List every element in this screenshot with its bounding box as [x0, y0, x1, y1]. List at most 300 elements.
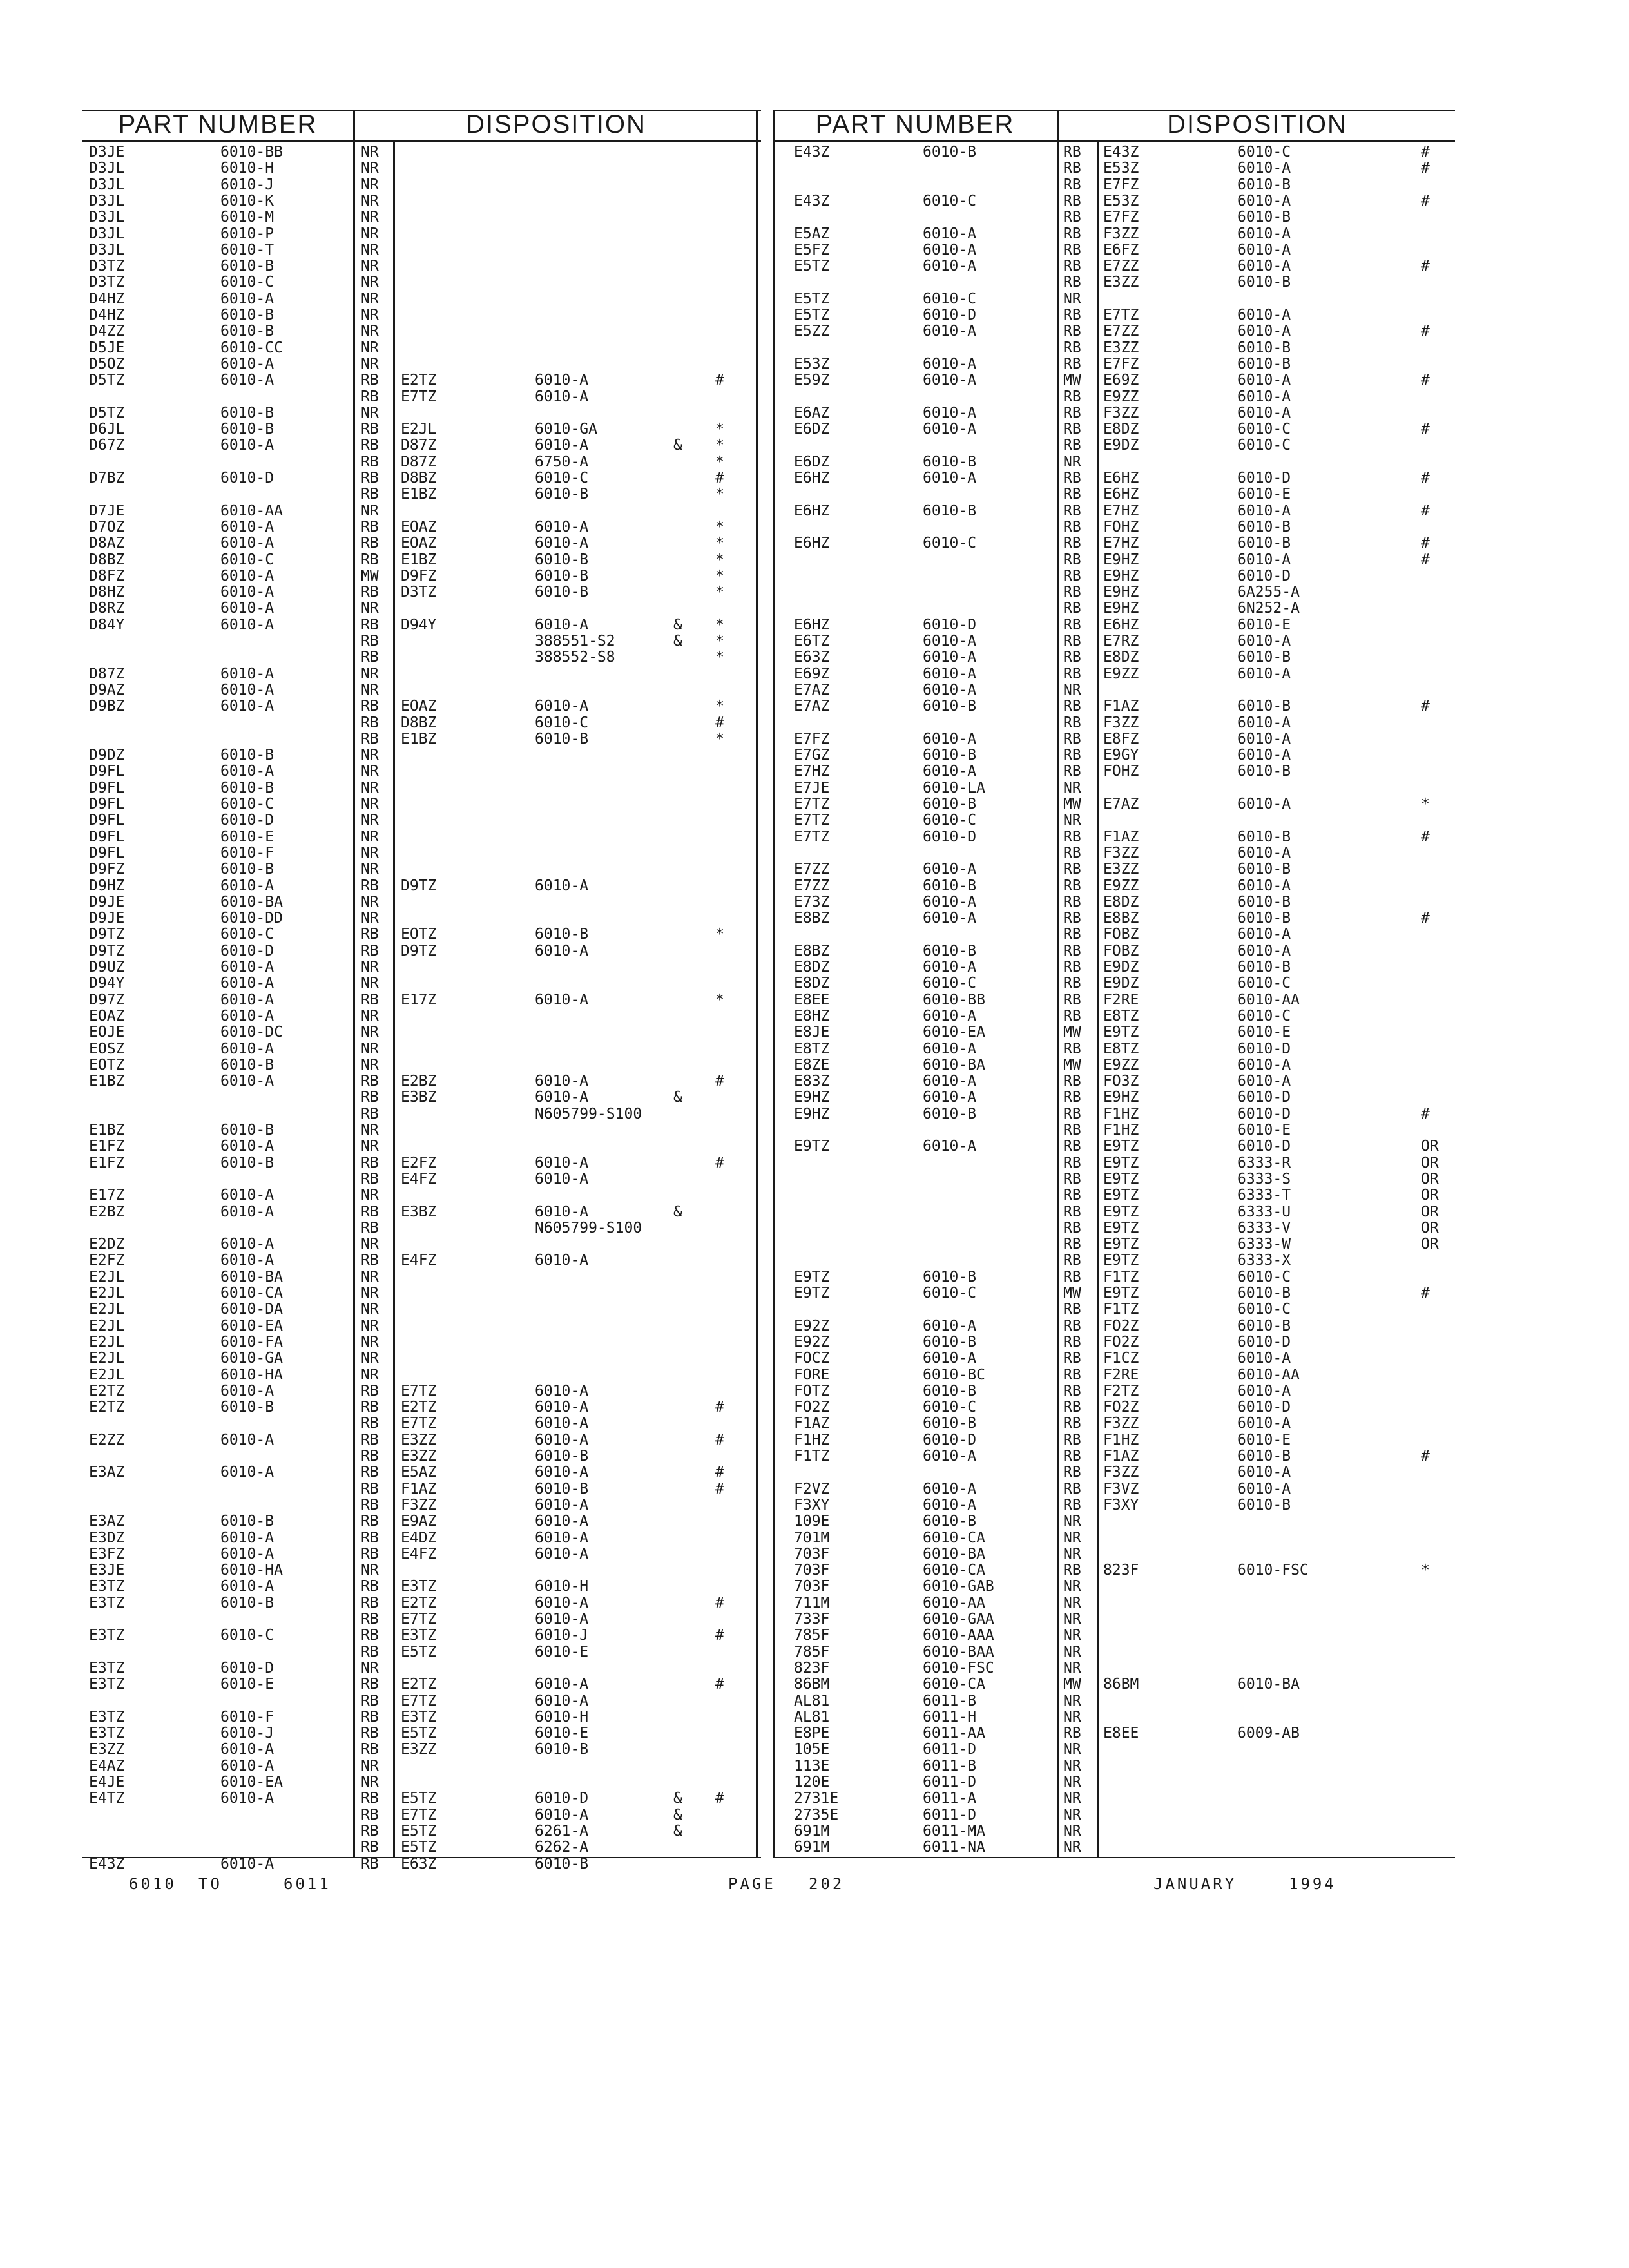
- left-and-flag: &: [673, 616, 682, 633]
- right-replacement-number: 6010-A: [1237, 307, 1291, 323]
- right-replacement-prefix: F3ZZ: [1103, 1415, 1139, 1432]
- right-disposition-code: RB: [1063, 1415, 1081, 1432]
- right-replacement-prefix: E9ZZ: [1103, 1056, 1139, 1073]
- left-part-prefix: E3AZ: [89, 1464, 125, 1481]
- right-disposition-code: RB: [1063, 600, 1081, 617]
- left-replacement-prefix: E3BZ: [401, 1203, 437, 1220]
- right-replacement-prefix: E9DZ: [1103, 959, 1139, 975]
- right-part-number: 6010-BA: [923, 1056, 985, 1073]
- left-part-number: 6010-A: [220, 975, 275, 992]
- right-part-prefix: E7HZ: [794, 763, 830, 780]
- right-replacement-prefix: E3ZZ: [1103, 274, 1139, 291]
- left-note-symbol: #: [715, 1399, 724, 1416]
- left-part-number: 6010-D: [220, 942, 275, 959]
- right-replacement-prefix: E9DZ: [1103, 975, 1139, 992]
- right-replacement-prefix: E9ZZ: [1103, 877, 1139, 894]
- left-part-number: 6010-A: [220, 1431, 275, 1448]
- right-disposition-code: RB: [1063, 1725, 1081, 1742]
- right-part-number: 6010-A: [923, 1317, 977, 1334]
- right-replacement-prefix: FOHZ: [1103, 518, 1139, 535]
- left-part-prefix: D6JL: [89, 421, 125, 438]
- left-part-prefix: E3TZ: [89, 1676, 125, 1693]
- right-part-prefix: E9TZ: [794, 1268, 830, 1285]
- right-replacement-prefix: E9TZ: [1103, 1138, 1139, 1155]
- left-note-symbol: *: [715, 437, 724, 454]
- left-part-prefix: D4ZZ: [89, 323, 125, 340]
- left-disposition-code: NR: [361, 1040, 379, 1057]
- right-part-number: 6010-B: [923, 1382, 977, 1399]
- left-replacement-number: 6010-GA: [535, 421, 597, 438]
- right-disposition-code: RB: [1063, 144, 1081, 160]
- right-replacement-prefix: E7HZ: [1103, 502, 1139, 519]
- right-part-number: 6010-A: [923, 225, 977, 242]
- left-disposition-code: RB: [361, 518, 379, 535]
- right-part-prefix: 86BM: [794, 1676, 830, 1693]
- left-part-prefix: E1BZ: [89, 1073, 125, 1090]
- right-disposition-code: RB: [1063, 1252, 1081, 1269]
- right-disposition-code: RB: [1063, 307, 1081, 323]
- left-replacement-number: 6010-H: [535, 1708, 589, 1725]
- left-disposition-code: NR: [361, 1659, 379, 1677]
- right-disposition-code: NR: [1063, 1757, 1081, 1774]
- left-disposition-code: NR: [361, 176, 379, 193]
- right-replacement-number: 6010-A: [1237, 1415, 1291, 1432]
- right-part-number: 6010-A: [923, 372, 977, 389]
- left-disposition-code: RB: [361, 1676, 379, 1693]
- right-disposition-code: RB: [1063, 1399, 1081, 1416]
- right-replacement-number: 6333-T: [1237, 1187, 1291, 1204]
- left-part-number: 6010-A: [220, 1757, 275, 1774]
- left-part-prefix: E2JL: [89, 1366, 125, 1383]
- left-replacement-prefix: D8BZ: [401, 470, 437, 486]
- right-part-prefix: E7TZ: [794, 796, 830, 812]
- right-replacement-prefix: E9TZ: [1103, 1203, 1139, 1220]
- right-replacement-prefix: E7ZZ: [1103, 323, 1139, 340]
- left-replacement-number: 6010-E: [535, 1725, 589, 1742]
- left-part-prefix: D84Y: [89, 616, 125, 633]
- right-disposition-code: RB: [1063, 1073, 1081, 1090]
- left-replacement-prefix: E4FZ: [401, 1545, 437, 1562]
- right-part-prefix: E7FZ: [794, 730, 830, 747]
- left-part-prefix: D9TZ: [89, 926, 125, 943]
- left-disposition-code: NR: [361, 893, 379, 910]
- left-disposition-code: MW: [361, 567, 379, 584]
- right-note-symbol: #: [1421, 502, 1430, 519]
- right-disposition-code: RB: [1063, 1382, 1081, 1399]
- right-part-number: 6010-C: [923, 535, 977, 552]
- left-replacement-prefix: D94Y: [401, 616, 437, 633]
- right-part-prefix: E83Z: [794, 1073, 830, 1090]
- left-part-prefix: E2FZ: [89, 1252, 125, 1269]
- right-note-symbol: #: [1421, 258, 1430, 275]
- left-part-number: 6010-A: [220, 1382, 275, 1399]
- right-part-number: 6010-A: [923, 633, 977, 649]
- footer-page-label: PAGE: [728, 1875, 776, 1893]
- left-replacement-number: 6010-A: [535, 1496, 589, 1514]
- right-replacement-prefix: E9HZ: [1103, 1089, 1139, 1106]
- right-part-prefix: 711M: [794, 1594, 830, 1611]
- right-part-prefix: E8BZ: [794, 942, 830, 959]
- left-disposition-code: NR: [361, 861, 379, 878]
- right-replacement-number: 6010-C: [1237, 1007, 1291, 1024]
- left-note-symbol: #: [715, 1154, 724, 1171]
- right-part-number: 6010-BC: [923, 1366, 985, 1383]
- right-note-symbol: OR: [1421, 1154, 1439, 1171]
- right-disposition-code: RB: [1063, 1562, 1081, 1579]
- left-replacement-number: 6010-A: [535, 372, 589, 389]
- right-disposition-code: NR: [1063, 1839, 1081, 1856]
- left-disposition-code: NR: [361, 600, 379, 617]
- right-part-prefix: E5TZ: [794, 258, 830, 275]
- right-disposition-code: NR: [1063, 1692, 1081, 1709]
- right-part-number: 6010-B: [923, 502, 977, 519]
- right-replacement-prefix: FOHZ: [1103, 763, 1139, 780]
- left-part-prefix: E2JL: [89, 1301, 125, 1318]
- left-code-divider: [393, 140, 395, 1857]
- left-replacement-prefix: E7TZ: [401, 1806, 437, 1823]
- left-replacement-prefix: E5TZ: [401, 1643, 437, 1660]
- left-replacement-number: N605799-S100: [535, 1219, 642, 1236]
- left-disposition-code: RB: [361, 1252, 379, 1269]
- left-disposition-code: NR: [361, 258, 379, 275]
- right-part-number: 6010-C: [923, 975, 977, 992]
- left-disposition-code: NR: [361, 209, 379, 226]
- left-part-prefix: D9HZ: [89, 877, 125, 894]
- left-note-symbol: #: [715, 1676, 724, 1693]
- right-part-number: 6010-B: [923, 1513, 977, 1530]
- left-part-prefix: D3JL: [89, 241, 125, 258]
- right-replacement-prefix: E6HZ: [1103, 616, 1139, 633]
- left-disposition-code: RB: [361, 1594, 379, 1611]
- left-part-number: 6010-A: [220, 355, 275, 372]
- left-replacement-prefix: E9AZ: [401, 1513, 437, 1530]
- right-part-number: 6010-CA: [923, 1676, 985, 1693]
- left-replacement-prefix: D8BZ: [401, 714, 437, 731]
- right-replacement-prefix: E7TZ: [1103, 307, 1139, 323]
- right-part-number: 6010-C: [923, 1399, 977, 1416]
- left-part-number: 6010-B: [220, 779, 275, 796]
- right-part-prefix: E9TZ: [794, 1285, 830, 1302]
- left-disposition-code: NR: [361, 290, 379, 307]
- right-replacement-prefix: E8EE: [1103, 1725, 1139, 1742]
- left-disposition-code: RB: [361, 1399, 379, 1416]
- right-note-symbol: #: [1421, 323, 1430, 340]
- right-note-symbol: OR: [1421, 1187, 1439, 1204]
- left-part-prefix: D3JE: [89, 144, 125, 160]
- left-part-number: 6010-A: [220, 1855, 275, 1872]
- left-part-prefix: E2JL: [89, 1268, 125, 1285]
- right-note-symbol: OR: [1421, 1219, 1439, 1236]
- right-replacement-prefix: E7FZ: [1103, 176, 1139, 193]
- right-replacement-number: 6010-E: [1237, 1024, 1291, 1041]
- left-part-number: 6010-A: [220, 1545, 275, 1562]
- right-disposition-code: RB: [1063, 209, 1081, 226]
- right-replacement-number: 6010-A: [1237, 388, 1291, 405]
- right-part-prefix: E6AZ: [794, 404, 830, 421]
- left-part-prefix: D9BZ: [89, 698, 125, 715]
- right-disposition-code: RB: [1063, 535, 1081, 552]
- right-replacement-number: 6010-A: [1237, 796, 1291, 812]
- right-replacement-number: 6010-B: [1237, 828, 1291, 845]
- right-part-number: 6010-A: [923, 1089, 977, 1106]
- left-replacement-number: 6010-H: [535, 1578, 589, 1595]
- right-part-number: 6011-D: [923, 1774, 977, 1791]
- right-part-number: 6010-A: [923, 763, 977, 780]
- left-disposition-code: RB: [361, 991, 379, 1008]
- left-part-number: 6010-A: [220, 1007, 275, 1024]
- left-part-prefix: D8AZ: [89, 535, 125, 552]
- right-replacement-prefix: E7RZ: [1103, 633, 1139, 649]
- right-replacement-number: 6010-A: [1237, 747, 1291, 764]
- left-part-prefix: E3TZ: [89, 1659, 125, 1677]
- left-replacement-prefix: E2FZ: [401, 1154, 437, 1171]
- right-note-symbol: #: [1421, 910, 1430, 927]
- left-replacement-number: 6010-C: [535, 714, 589, 731]
- left-part-prefix: EOJE: [89, 1024, 125, 1041]
- right-part-number: 6010-A: [923, 893, 977, 910]
- right-part-number: 6010-A: [923, 1073, 977, 1090]
- left-replacement-prefix: E63Z: [401, 1855, 437, 1872]
- right-disposition-code: RB: [1063, 730, 1081, 747]
- right-part-prefix: E43Z: [794, 144, 830, 160]
- left-note-symbol: *: [715, 535, 724, 552]
- right-part-number: 6010-A: [923, 355, 977, 372]
- right-replacement-number: 6010-A: [1237, 1464, 1291, 1481]
- right-replacement-prefix: FO2Z: [1103, 1333, 1139, 1350]
- left-part-number: 6010-E: [220, 828, 275, 845]
- left-disposition-code: RB: [361, 942, 379, 959]
- right-part-prefix: F2VZ: [794, 1480, 830, 1497]
- left-part-prefix: D9JE: [89, 910, 125, 927]
- left-part-prefix: E3TZ: [89, 1725, 125, 1742]
- right-disposition-code: MW: [1063, 796, 1081, 812]
- left-note-symbol: *: [715, 551, 724, 568]
- left-replacement-prefix: E7TZ: [401, 1382, 437, 1399]
- right-disposition-code: RB: [1063, 714, 1081, 731]
- right-part-prefix: E5AZ: [794, 225, 830, 242]
- left-disposition-code: RB: [361, 877, 379, 894]
- right-part-prefix: E43Z: [794, 192, 830, 209]
- right-replacement-number: 6010-A: [1237, 404, 1291, 421]
- left-replacement-prefix: E5TZ: [401, 1790, 437, 1807]
- right-part-prefix: E59Z: [794, 372, 830, 389]
- left-part-prefix: E3ZZ: [89, 1741, 125, 1758]
- left-part-prefix: D9DZ: [89, 747, 125, 764]
- left-and-flag: &: [673, 633, 682, 649]
- right-replacement-prefix: E6HZ: [1103, 470, 1139, 486]
- right-replacement-prefix: FOBZ: [1103, 942, 1139, 959]
- right-replacement-prefix: E7FZ: [1103, 355, 1139, 372]
- right-header-bottom-rule: [773, 140, 1455, 142]
- right-disposition-code: RB: [1063, 1366, 1081, 1383]
- left-part-prefix: EOSZ: [89, 1040, 125, 1057]
- right-replacement-number: 6010-B: [1237, 355, 1291, 372]
- right-part-number: 6010-B: [923, 796, 977, 812]
- right-part-prefix: E6HZ: [794, 502, 830, 519]
- left-part-number: 6010-C: [220, 551, 275, 568]
- right-replacement-number: 6010-A: [1237, 192, 1291, 209]
- right-replacement-number: 6010-A: [1237, 323, 1291, 340]
- right-replacement-prefix: E9TZ: [1103, 1154, 1139, 1171]
- left-disposition-code: NR: [361, 828, 379, 845]
- right-note-symbol: #: [1421, 828, 1430, 845]
- left-disposition-code: NR: [361, 665, 379, 682]
- footer-month: JANUARY: [1153, 1875, 1237, 1893]
- right-replacement-prefix: E9TZ: [1103, 1252, 1139, 1269]
- left-replacement-prefix: E7TZ: [401, 1692, 437, 1709]
- left-part-prefix: E4TZ: [89, 1790, 125, 1807]
- left-replacement-number: 6010-B: [535, 1741, 589, 1758]
- right-replacement-number: 6010-A: [1237, 551, 1291, 568]
- right-replacement-number: 6010-A: [1237, 258, 1291, 275]
- left-replacement-prefix: F3ZZ: [401, 1496, 437, 1514]
- left-replacement-prefix: E5TZ: [401, 1822, 437, 1840]
- left-disposition-code: RB: [361, 926, 379, 943]
- right-replacement-prefix: E9TZ: [1103, 1285, 1139, 1302]
- left-note-symbol: *: [715, 421, 724, 438]
- left-part-prefix: E3TZ: [89, 1627, 125, 1644]
- left-replacement-prefix: E5AZ: [401, 1464, 437, 1481]
- left-and-flag: &: [673, 1790, 682, 1807]
- right-replacement-number: 6010-A: [1237, 160, 1291, 177]
- right-replacement-number: 6010-B: [1237, 1448, 1291, 1465]
- left-part-number: 6010-P: [220, 225, 275, 242]
- left-part-number: 6010-A: [220, 1073, 275, 1090]
- left-part-prefix: E1BZ: [89, 1122, 125, 1139]
- left-replacement-number: 6010-B: [535, 926, 589, 943]
- footer-range-to: 6011: [284, 1875, 331, 1893]
- right-replacement-number: 6010-A: [1237, 714, 1291, 731]
- left-disposition-code: RB: [361, 1382, 379, 1399]
- left-replacement-number: 6010-B: [535, 486, 589, 503]
- right-replacement-number: 6010-A: [1237, 225, 1291, 242]
- right-note-symbol: OR: [1421, 1138, 1439, 1155]
- right-part-prefix: E92Z: [794, 1317, 830, 1334]
- left-part-number: 6010-A: [220, 698, 275, 715]
- right-replacement-prefix: E8DZ: [1103, 649, 1139, 666]
- right-replacement-prefix: E8DZ: [1103, 893, 1139, 910]
- right-part-number: 6010-A: [923, 470, 977, 486]
- right-disposition-code: NR: [1063, 1659, 1081, 1677]
- left-replacement-number: 6010-A: [535, 1252, 589, 1269]
- right-part-number: 6010-GAB: [923, 1578, 994, 1595]
- right-part-prefix: E5FZ: [794, 241, 830, 258]
- left-part-number: 6010-A: [220, 681, 275, 698]
- right-part-number: 6010-A: [923, 681, 977, 698]
- left-part-prefix: E2ZZ: [89, 1431, 125, 1448]
- right-part-prefix: 703F: [794, 1578, 830, 1595]
- left-replacement-prefix: E3ZZ: [401, 1448, 437, 1465]
- left-disposition-code: NR: [361, 681, 379, 698]
- right-disposition-code: NR: [1063, 1594, 1081, 1611]
- left-part-prefix: E2BZ: [89, 1203, 125, 1220]
- right-part-number: 6010-CA: [923, 1562, 985, 1579]
- left-part-number: 6010-A: [220, 616, 275, 633]
- left-part-prefix: D5OZ: [89, 355, 125, 372]
- left-disposition-code: NR: [361, 910, 379, 927]
- right-disposition-code: RB: [1063, 633, 1081, 649]
- right-replacement-prefix: E8DZ: [1103, 421, 1139, 438]
- right-replacement-prefix: 86BM: [1103, 1676, 1139, 1693]
- left-replacement-prefix: D9FZ: [401, 567, 437, 584]
- right-part-prefix: 703F: [794, 1545, 830, 1562]
- right-disposition-code: RB: [1063, 893, 1081, 910]
- left-part-number: 6010-A: [220, 665, 275, 682]
- right-note-symbol: #: [1421, 192, 1430, 209]
- left-note-symbol: #: [715, 470, 724, 486]
- left-part-prefix: E2DZ: [89, 1236, 125, 1253]
- right-disposition-header: DISPOSITION: [1167, 110, 1347, 139]
- left-note-symbol: *: [715, 926, 724, 943]
- left-part-prefix: D8HZ: [89, 584, 125, 601]
- left-part-number: 6010-B: [220, 1056, 275, 1073]
- left-replacement-number: 6010-D: [535, 1790, 589, 1807]
- right-part-number: 6010-A: [923, 258, 977, 275]
- left-and-flag: &: [673, 1806, 682, 1823]
- left-disposition-code: NR: [361, 307, 379, 323]
- right-part-prefix: E7TZ: [794, 828, 830, 845]
- right-note-symbol: #: [1421, 535, 1430, 552]
- left-replacement-prefix: E3ZZ: [401, 1431, 437, 1448]
- right-part-prefix: E8BZ: [794, 910, 830, 927]
- left-replacement-prefix: E3BZ: [401, 1089, 437, 1106]
- left-part-number: 6010-D: [220, 1659, 275, 1677]
- right-replacement-number: 6010-E: [1237, 1431, 1291, 1448]
- right-part-prefix: E8PE: [794, 1725, 830, 1742]
- right-disposition-code: RB: [1063, 1448, 1081, 1465]
- right-note-symbol: #: [1421, 551, 1430, 568]
- left-replacement-number: 6010-A: [535, 698, 589, 715]
- left-replacement-number: 6010-A: [535, 1611, 589, 1628]
- left-part-number: 6010-A: [220, 991, 275, 1008]
- left-disposition-code: RB: [361, 730, 379, 747]
- right-part-number: 6010-GAA: [923, 1611, 994, 1628]
- left-part-prefix: D9FL: [89, 796, 125, 812]
- right-replacement-number: 6010-E: [1237, 486, 1291, 503]
- right-replacement-number: 6010-B: [1237, 910, 1291, 927]
- right-replacement-prefix: F1HZ: [1103, 1122, 1139, 1139]
- left-part-prefix: D5TZ: [89, 404, 125, 421]
- right-replacement-prefix: E7HZ: [1103, 535, 1139, 552]
- right-disposition-code: RB: [1063, 747, 1081, 764]
- left-part-prefix: D3JL: [89, 176, 125, 193]
- right-disposition-code: RB: [1063, 649, 1081, 666]
- left-part-number: 6010-A: [220, 535, 275, 552]
- right-part-number: 6011-A: [923, 1790, 977, 1807]
- left-part-number: 6010-A: [220, 518, 275, 535]
- right-disposition-code: RB: [1063, 160, 1081, 177]
- right-part-number: 6010-A: [923, 1448, 977, 1465]
- right-note-symbol: *: [1421, 796, 1430, 812]
- left-disposition-code: RB: [361, 1089, 379, 1106]
- right-replacement-prefix: E7FZ: [1103, 209, 1139, 226]
- left-disposition-code: RB: [361, 535, 379, 552]
- left-disposition-code: NR: [361, 404, 379, 421]
- right-replacement-number: 6010-FSC: [1237, 1562, 1309, 1579]
- left-disposition-code: RB: [361, 1692, 379, 1709]
- left-part-number: 6010-BA: [220, 893, 283, 910]
- right-disposition-code: NR: [1063, 681, 1081, 698]
- right-disposition-code: NR: [1063, 1806, 1081, 1823]
- left-replacement-prefix: E2TZ: [401, 1676, 437, 1693]
- right-part-prefix: 691M: [794, 1822, 830, 1840]
- right-part-number: 6011-B: [923, 1757, 977, 1774]
- left-part-prefix: D9FL: [89, 763, 125, 780]
- right-replacement-prefix: E9HZ: [1103, 600, 1139, 617]
- left-replacement-prefix: EOAZ: [401, 535, 437, 552]
- left-part-number: 6010-B: [220, 404, 275, 421]
- left-part-prefix: D7BZ: [89, 470, 125, 486]
